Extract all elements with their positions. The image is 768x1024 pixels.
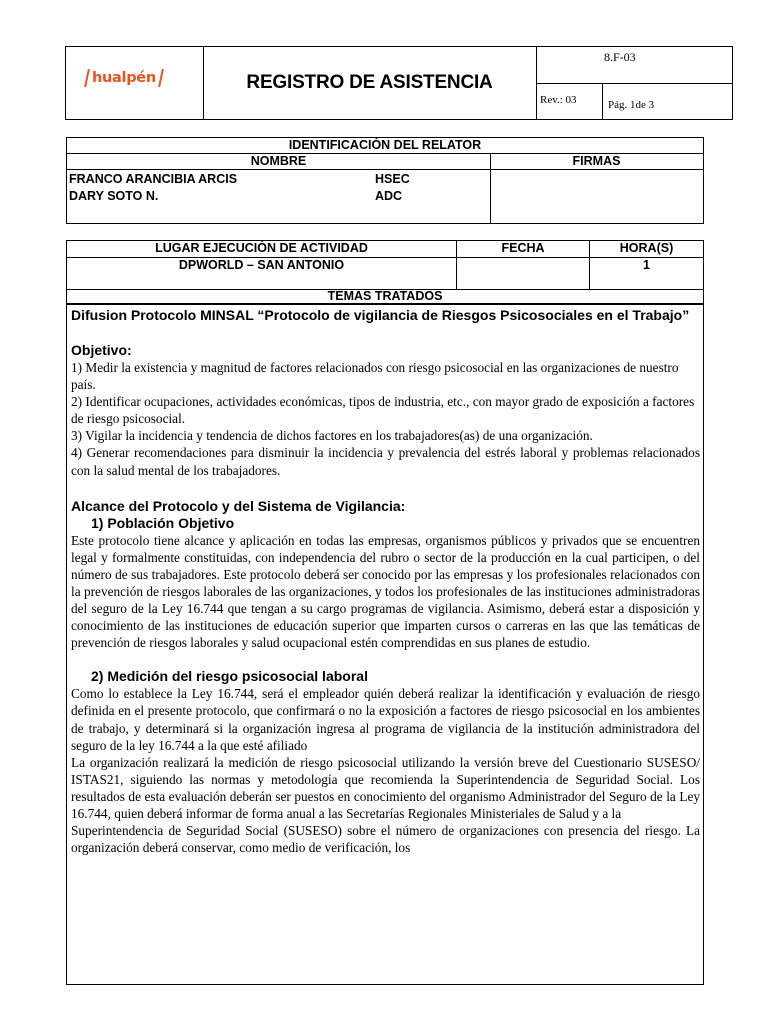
- relator-header-row: [67, 154, 703, 170]
- relator-name: FRANCO ARANCIBIA ARCIS: [69, 172, 238, 186]
- fecha-header: FECHA: [457, 241, 590, 257]
- revision-cell: [536, 83, 603, 119]
- topic-heading: Difusion Protocolo MINSAL “Protocolo de vigilancia de Riesgos Psicosociales en el Trabajo”: [71, 307, 690, 323]
- relator-role: ADC: [375, 189, 403, 203]
- company-logo: [86, 69, 162, 87]
- nombre-header: NOMBRE: [67, 154, 491, 169]
- alcance-title: Alcance del Protocolo y del Sistema de Vigilancia:: [71, 497, 406, 514]
- objetivo-title: Objetivo:: [71, 342, 132, 358]
- fecha-value: [457, 258, 590, 289]
- horas-value: 1: [643, 258, 650, 272]
- lugar-value: DPWORLD – SAN ANTONIO: [67, 258, 457, 289]
- relator-table: [66, 137, 704, 224]
- relator-table-title: IDENTIFICACIÓN DEL RELATOR: [67, 138, 703, 154]
- logo-text: hualpén: [92, 70, 156, 86]
- objetivo-item: 3) Vigilar la incidencia y tendencia de dichos factores en los trabajadores(as) de una organización.: [71, 428, 593, 444]
- poblacion-title: 1) Población Objetivo: [91, 514, 235, 531]
- objetivo-item: 4) Generar recomendaciones para disminuir la incidencia y prevalencia del estrés laboral y problemas relacionados con la salud mental de los trabajadores.: [71, 445, 700, 478]
- medicion-paragraph: Como lo establece la Ley 16.744, será el empleador quién deberá realizar la identificación y evaluación de riesgo definida en el presente protocolo, que confirmará o no la exposición a factores de riesgo psicosocial en los ambientes de trabajo, y determinará si la organización ingresa al programa de vigilancia de la institución administradora del seguro de la ley 16.744 a la que esté afiliado: [71, 686, 700, 753]
- topics-content: [66, 304, 704, 985]
- code-cell: [536, 47, 732, 84]
- revision-label: Rev.: 03: [540, 94, 577, 106]
- relator-body: [67, 170, 703, 223]
- page-cell: [602, 83, 732, 119]
- medicion-paragraph: La organización realizará la medición de riesgo psicosocial utilizando la versión breve del Cuestionario SUSESO/ ISTAS21, siguiendo las normas y metodología que recomienda la Superintendencia de Seguridad Social. Los resultados de esta evaluación deberán ser puestos en conocimiento del organismo Administrador del Seguro de la Ley 16.744, quien deberá informar de forma anual a las Secretarías Regionales Ministeriales de Salud y a la: [71, 754, 700, 821]
- temas-header: TEMAS TRATADOS: [327, 289, 443, 303]
- medicion-paragraph: Superintendencia de Seguridad Social (SUSESO) sobre el número de organizaciones con presencia del riesgo. La organización deberá conservar, como medio de verificación, los: [71, 823, 700, 856]
- poblacion-text: Este protocolo tiene alcance y aplicación en todas las empresas, organismos públicos y privados que se encuentren legal y formalmente constituidas, con independencia del rubro o sector de la producción en la cual participen, o del número de sus trabajadores. Este protocolo deberá ser conocido por las empresas y los profesionales relacionados con la prevención de riesgos laborales de las organizaciones, y todos los profesionales de las instituciones administradoras del seguro de la Ley 16.744 que tengan a su cargo programas de vigilancia. Asimismo, deberá estar a disposición y conocimiento de las instituciones de educación superior que imparten cursos o carreras en las que las temáticas de prevención de riesgos laborales y salud ocupacional estén comprendidas en sus planes de estudio.: [71, 532, 700, 651]
- objetivo-item: 2) Identificar ocupaciones, actividades económicas, tipos de industria, etc., con mayor grado de exposición a factores de riesgo psicosocial.: [71, 394, 695, 427]
- lugar-header: LUGAR EJECUCIÓN DE ACTIVIDAD: [67, 241, 457, 257]
- activity-header-row: [67, 241, 703, 258]
- relator-name: DARY SOTO N.: [69, 189, 159, 203]
- horas-header: HORA(S): [619, 241, 674, 255]
- firmas-header: FIRMAS: [572, 154, 621, 168]
- document-title: REGISTRO DE ASISTENCIA: [246, 72, 493, 93]
- column-divider: [490, 170, 491, 223]
- document-code: 8.F-03: [604, 50, 636, 64]
- page-label: Pág. 1de 3: [608, 99, 655, 111]
- activity-table: [66, 240, 704, 304]
- title-cell: [203, 47, 537, 119]
- relator-role: HSEC: [375, 172, 410, 186]
- medicion-title: 2) Medición del riesgo psicosocial laboral: [91, 668, 368, 685]
- objetivo-item: 1) Medir la existencia y magnitud de factores relacionados con riesgo psicosocial en las organizaciones de nuestro país.: [71, 360, 679, 393]
- activity-values-row: [67, 258, 703, 290]
- logo-cell: [66, 47, 204, 119]
- document-header: [65, 46, 733, 120]
